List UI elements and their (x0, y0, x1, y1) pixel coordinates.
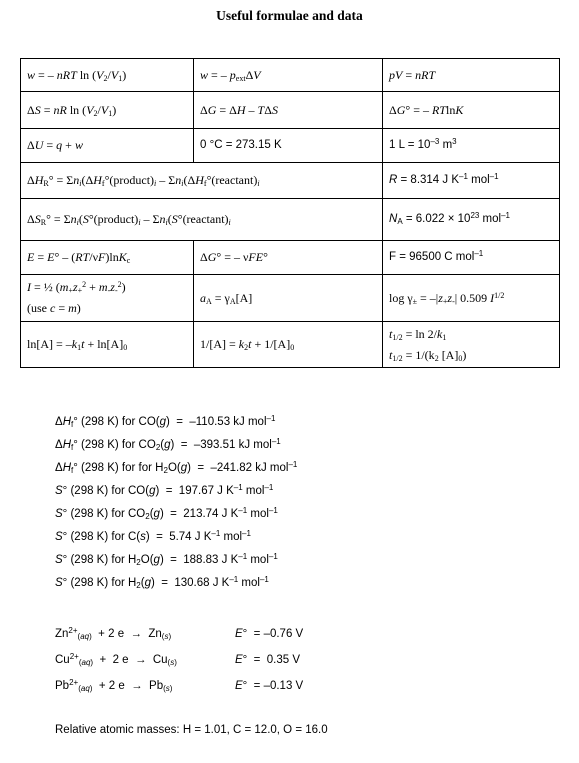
formula-ionic-strength: I = ½ $(m_+z_+^2 + m_-z_-^2)$ (use c = m) (21, 275, 194, 322)
formula-ideal-gas: pV = nRT (383, 59, 560, 92)
relative-atomic-masses: Relative atomic masses: H = 1.01, C = 12.0, O = 16.0 (55, 724, 328, 736)
formula-activity: $a_A = \gamma_A[A]$ (194, 275, 383, 322)
data-litre: 1 $L = 10^{-3}$ $m^3$ (383, 129, 560, 163)
data-line-co2-enthalpy: $\Delta H_f^\circ$ (298 K) for $CO_2(g) = -393.51$ kJ mol$^{-1}$ (55, 437, 281, 452)
data-zero-celsius: 0 °C = 273.15 K (194, 129, 383, 163)
data-line-h2o-enthalpy: $\Delta H_f^\circ$ (298 K) for for $H_2O(g) = -241.82$ kJ mol$^{-1}$ (55, 460, 298, 475)
formula-work-isothermal: w = – nRT $\ln (V_2/V_1)$ (21, 59, 194, 92)
page-title: Useful formulae and data (216, 8, 363, 23)
formula-reaction-enthalpy: $\Delta H_R^\circ$ = $\Sigma n_i(\Delta H_f^\circ(product)_i$ – $\Sigma n_i(\Delta H_f^\circ(reactant)_i$ (21, 163, 383, 199)
standard-potential: E° = –0.13 V (235, 680, 304, 692)
data-line-c-entropy: S° (298 K) for C(s) = 5.74 J $K^{-1}$ mol$^{-1}$ (55, 529, 251, 543)
formula-debye-huckel: $\log \gamma_\pm = -|z_+z_-|$ 0.509 $I^{1/2}$ (383, 275, 560, 322)
formula-work-expansion: w = – $p_{ext}\Delta V$ (194, 59, 383, 92)
redox-row-copper (55, 647, 475, 673)
table-row (21, 322, 560, 368)
redox-row-lead (55, 673, 475, 699)
reduction-potentials-list (55, 621, 475, 699)
formula-gibbs-emf: ΔG° = – νFE° (194, 241, 383, 275)
formula-second-order: $1/[A] = k_2t + 1/[A]_0$ (194, 322, 383, 368)
standard-potential: E° = 0.35 V (235, 654, 301, 666)
table-row (21, 129, 560, 163)
formula-reaction-entropy: $\Delta S_R^\circ$ = $\Sigma n_i(S^\circ(product)_i$ – $\Sigma n_i(S^\circ(reactant)_i$ (21, 199, 383, 241)
half-reaction: $Zn^{2+}_{(aq)} + 2$ $e \to Zn_{(s)}$ (55, 626, 172, 641)
table-row (21, 163, 560, 199)
data-avogadro: $N_A = 6.022 \times 10^{23}$ mol$^{-1}$ (383, 199, 560, 241)
redox-row-zinc (55, 621, 475, 647)
data-line-h2o-entropy: S° (298 K) for $H_2O(g) = 188.83$ J $K^{-1}$ mol$^{-1}$ (55, 552, 278, 567)
thermodynamic-data-list (55, 411, 297, 595)
half-reaction: $Pb^{2+}_{(aq)} + 2$ $e \to Pb_{(s)}$ (55, 678, 173, 693)
formula-gibbs-equilibrium: ΔG° = – RTlnK (383, 92, 560, 129)
table-row (21, 241, 560, 275)
data-gas-constant: R = 8.314 J $K^{-1}$ mol$^{-1}$ (383, 163, 560, 199)
data-line-co-entropy: S° (298 K) for CO(g) = 197.67 J $K^{-1}$ mol$^{-1}$ (55, 483, 274, 497)
formula-half-lives: $t_{1/2} = \ln 2/k_1$ $t_{1/2} = 1/(k_2$ $[A]_0$) (383, 322, 560, 368)
half-reaction: $Cu^{2+}_{(aq)} + 2$ $e \to Cu_{(s)}$ (55, 652, 177, 667)
formula-gibbs: ΔG = ΔH – TΔS (194, 92, 383, 129)
data-line-h2-entropy: S° (298 K) for $H_2(g) = 130.68$ J $K^{-1}$ mol$^{-1}$ (55, 575, 269, 590)
formula-entropy-isothermal: ΔS = nR $\ln (V_2/V_1)$ (21, 92, 194, 129)
table-row (21, 199, 560, 241)
data-line-co2-entropy: S° (298 K) for $CO_2(g) = 213.74$ J $K^{-1}$ mol$^{-1}$ (55, 506, 278, 521)
formula-nernst: E = E° – (RT/νF)lnK$_c$ (21, 241, 194, 275)
table-row (21, 92, 560, 129)
data-faraday: F = 96500 C mol$^{-1}$ (383, 241, 560, 275)
formula-first-law: ΔU = q + w (21, 129, 194, 163)
standard-potential: E° = –0.76 V (235, 628, 304, 640)
formulae-table (20, 58, 560, 368)
table-row (21, 59, 560, 92)
formula-first-order: $\ln[A] = -k_1t + \ln[A]_0$ (21, 322, 194, 368)
data-line-co-enthalpy: $\Delta H_f^\circ$ (298 K) for CO(g) = –110.53 kJ mol$^{-1}$ (55, 414, 276, 429)
table-row (21, 275, 560, 322)
